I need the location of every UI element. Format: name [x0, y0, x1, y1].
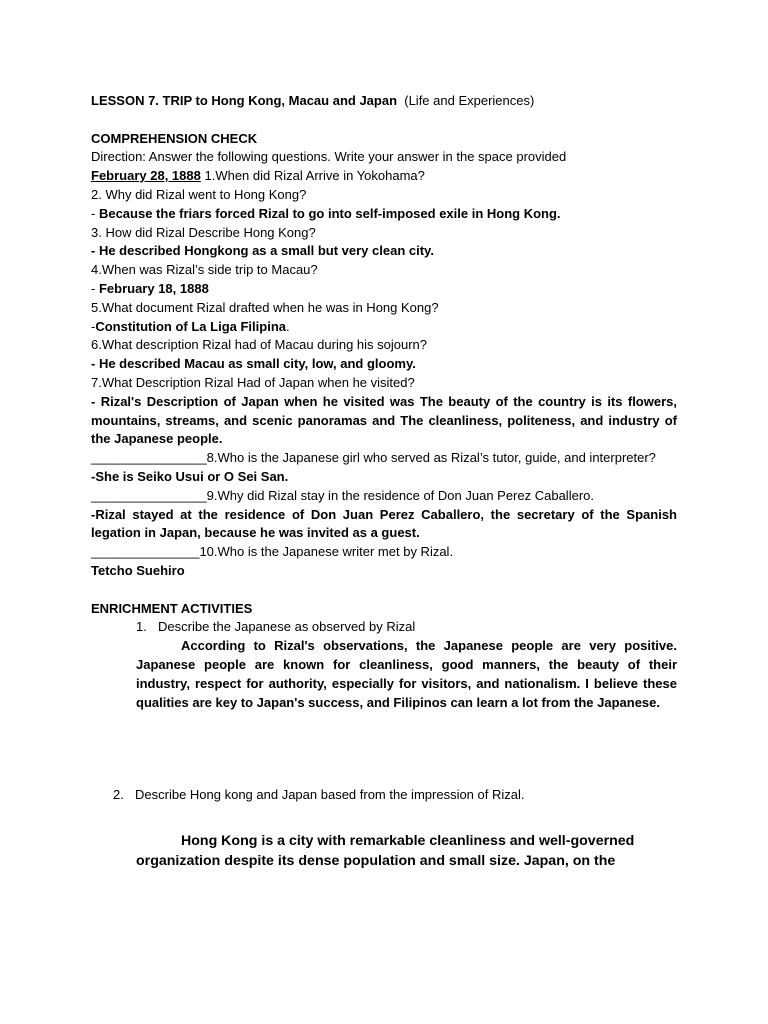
answer-2-line	[91, 205, 677, 224]
spacer	[91, 581, 677, 600]
enrichment-item-1-number: 1.	[136, 619, 147, 635]
question-4: 4.When was Rizal’s side trip to Macau?	[91, 262, 318, 278]
enrichment-heading: ENRICHMENT ACTIVITIES	[91, 600, 253, 616]
question-1	[91, 167, 677, 186]
enrichment-answer-1: According to Rizal's observations, the Japanese people are very positive. Japanese people are known for cleanliness, good manners, the beauty of their industry, respect for authority, especially for visitors, and nationalism. I believe these qualities are key to Japan's success, and Filipinos can learn a lot from the Japanese.	[136, 638, 677, 710]
answer-5: Constitution of La Liga Filipina	[95, 318, 286, 334]
question-5: 5.What document Rizal drafted when he was in Hong Kong?	[91, 299, 439, 315]
lesson-subtitle: (Life and Experiences)	[404, 93, 535, 108]
answer-6: - He described Macau as small city, low, and gloomy.	[91, 356, 416, 372]
answer-5-period: .	[286, 318, 290, 334]
answer-4-line	[91, 280, 677, 299]
question-3: 3. How did Rizal Describe Hong Kong?	[91, 224, 316, 240]
question-7: 7.What Description Rizal Had of Japan when he visited?	[91, 374, 415, 390]
enrichment-answer-2: Hong Kong is a city with remarkable cleanliness and well-governed organization despite its dense population and small size. Japan, on the	[136, 833, 635, 870]
answer-2: Because the friars forced Rizal to go into self-imposed exile in Hong Kong.	[98, 205, 561, 221]
answer-4: February 18, 1888	[98, 280, 209, 296]
comprehension-heading: COMPREHENSION CHECK	[91, 130, 258, 146]
enrichment-item-1	[136, 618, 677, 637]
answer-1: February 28, 1888	[91, 168, 201, 184]
lesson-title-line	[91, 92, 677, 111]
answer-4-dash: -	[91, 280, 99, 296]
direction-text: Direction: Answer the following questions. Write your answer in the space provided	[91, 149, 567, 165]
lesson-title: LESSON 7. TRIP to Hong Kong, Macau and Japan	[91, 93, 398, 108]
question-2: 2. Why did Rizal went to Hong Kong?	[91, 186, 307, 202]
answer-10: Tetcho Suehiro	[91, 562, 185, 578]
answer-5-dash: -	[91, 318, 96, 334]
answer-2-dash: -	[91, 205, 99, 221]
answer-5-line	[91, 318, 677, 337]
question-1-text: 1.When did Rizal Arrive in Yokohama?	[204, 168, 425, 184]
enrichment-item-2-number: 2.	[113, 787, 124, 803]
enrichment-item-2-text: Describe Hong kong and Japan based from the impression of Rizal.	[135, 787, 525, 803]
answer-8: -She is Seiko Usui or O Sei San.	[91, 468, 289, 484]
answer-7: - Rizal's Description of Japan when he visited was The beauty of the country is its flowers, mountains, streams, and scenic panoramas and The cleanliness, politeness, and industry of the Japanese people.	[91, 393, 677, 447]
enrichment-item-2	[113, 786, 677, 805]
answer-9: -Rizal stayed at the residence of Don Juan Perez Caballero, the secretary of the Spanish legation in Japan, because he was invited as a guest.	[91, 506, 677, 541]
question-10: _______________10.Who is the Japanese writer met by Rizal.	[91, 544, 454, 560]
question-6: 6.What description Rizal had of Macau during his sojourn?	[91, 337, 428, 353]
question-9: ________________9.Why did Rizal stay in the residence of Don Juan Perez Caballero.	[91, 487, 594, 503]
enrichment-item-1-text: Describe the Japanese as observed by Rizal	[158, 619, 416, 635]
answer-3: - He described Hongkong as a small but very clean city.	[91, 243, 434, 259]
spacer	[91, 111, 677, 130]
question-8: ________________8.Who is the Japanese girl who served as Rizal’s tutor, guide, and interpreter?	[91, 450, 656, 466]
spacer	[91, 712, 677, 786]
document-body	[91, 92, 677, 871]
